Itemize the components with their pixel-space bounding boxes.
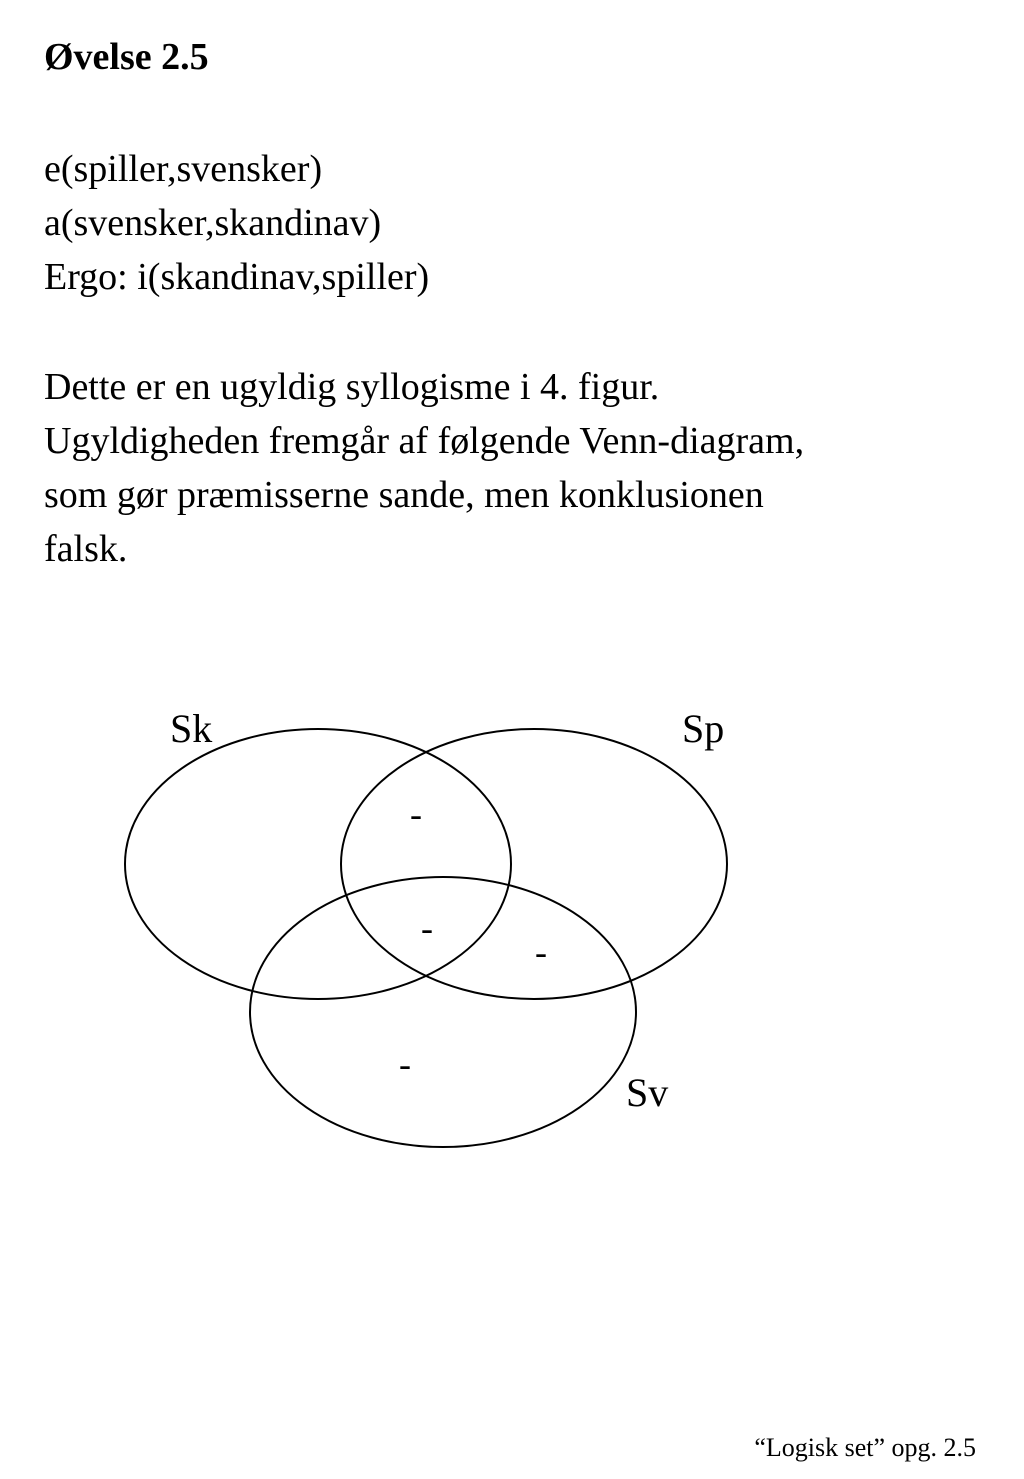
explanation-line-4: falsk. (44, 528, 128, 570)
premise-minor: a(svensker,skandinav) (44, 202, 382, 244)
mark-sk-sv-only: - (399, 1044, 411, 1084)
mark-sk-sp-only: - (410, 794, 422, 834)
label-spiller: Sp (682, 706, 725, 751)
explanation-line-2: Ugyldigheden fremgår af følgende Venn-diagram, (44, 420, 805, 462)
circle-skandinav (125, 729, 511, 999)
explanation-line-1: Dette er en ugyldig syllogisme i 4. figur. (44, 366, 660, 408)
label-svensker: Sv (626, 1070, 669, 1115)
source-footer: “Logisk set” opg. 2.5 (754, 1433, 976, 1462)
exercise-title: Øvelse 2.5 (44, 36, 209, 78)
explanation-line-3: som gør præmisserne sande, men konklusionen (44, 474, 764, 516)
mark-sp-sv-only: - (535, 932, 547, 972)
circle-svensker (250, 877, 636, 1147)
mark-sk-sp-sv: - (421, 908, 433, 948)
conclusion: Ergo: i(skandinav,spiller) (44, 256, 430, 298)
label-skandinav: Sk (170, 706, 213, 751)
circle-spiller (341, 729, 727, 999)
premise-major: e(spiller,svensker) (44, 148, 323, 190)
